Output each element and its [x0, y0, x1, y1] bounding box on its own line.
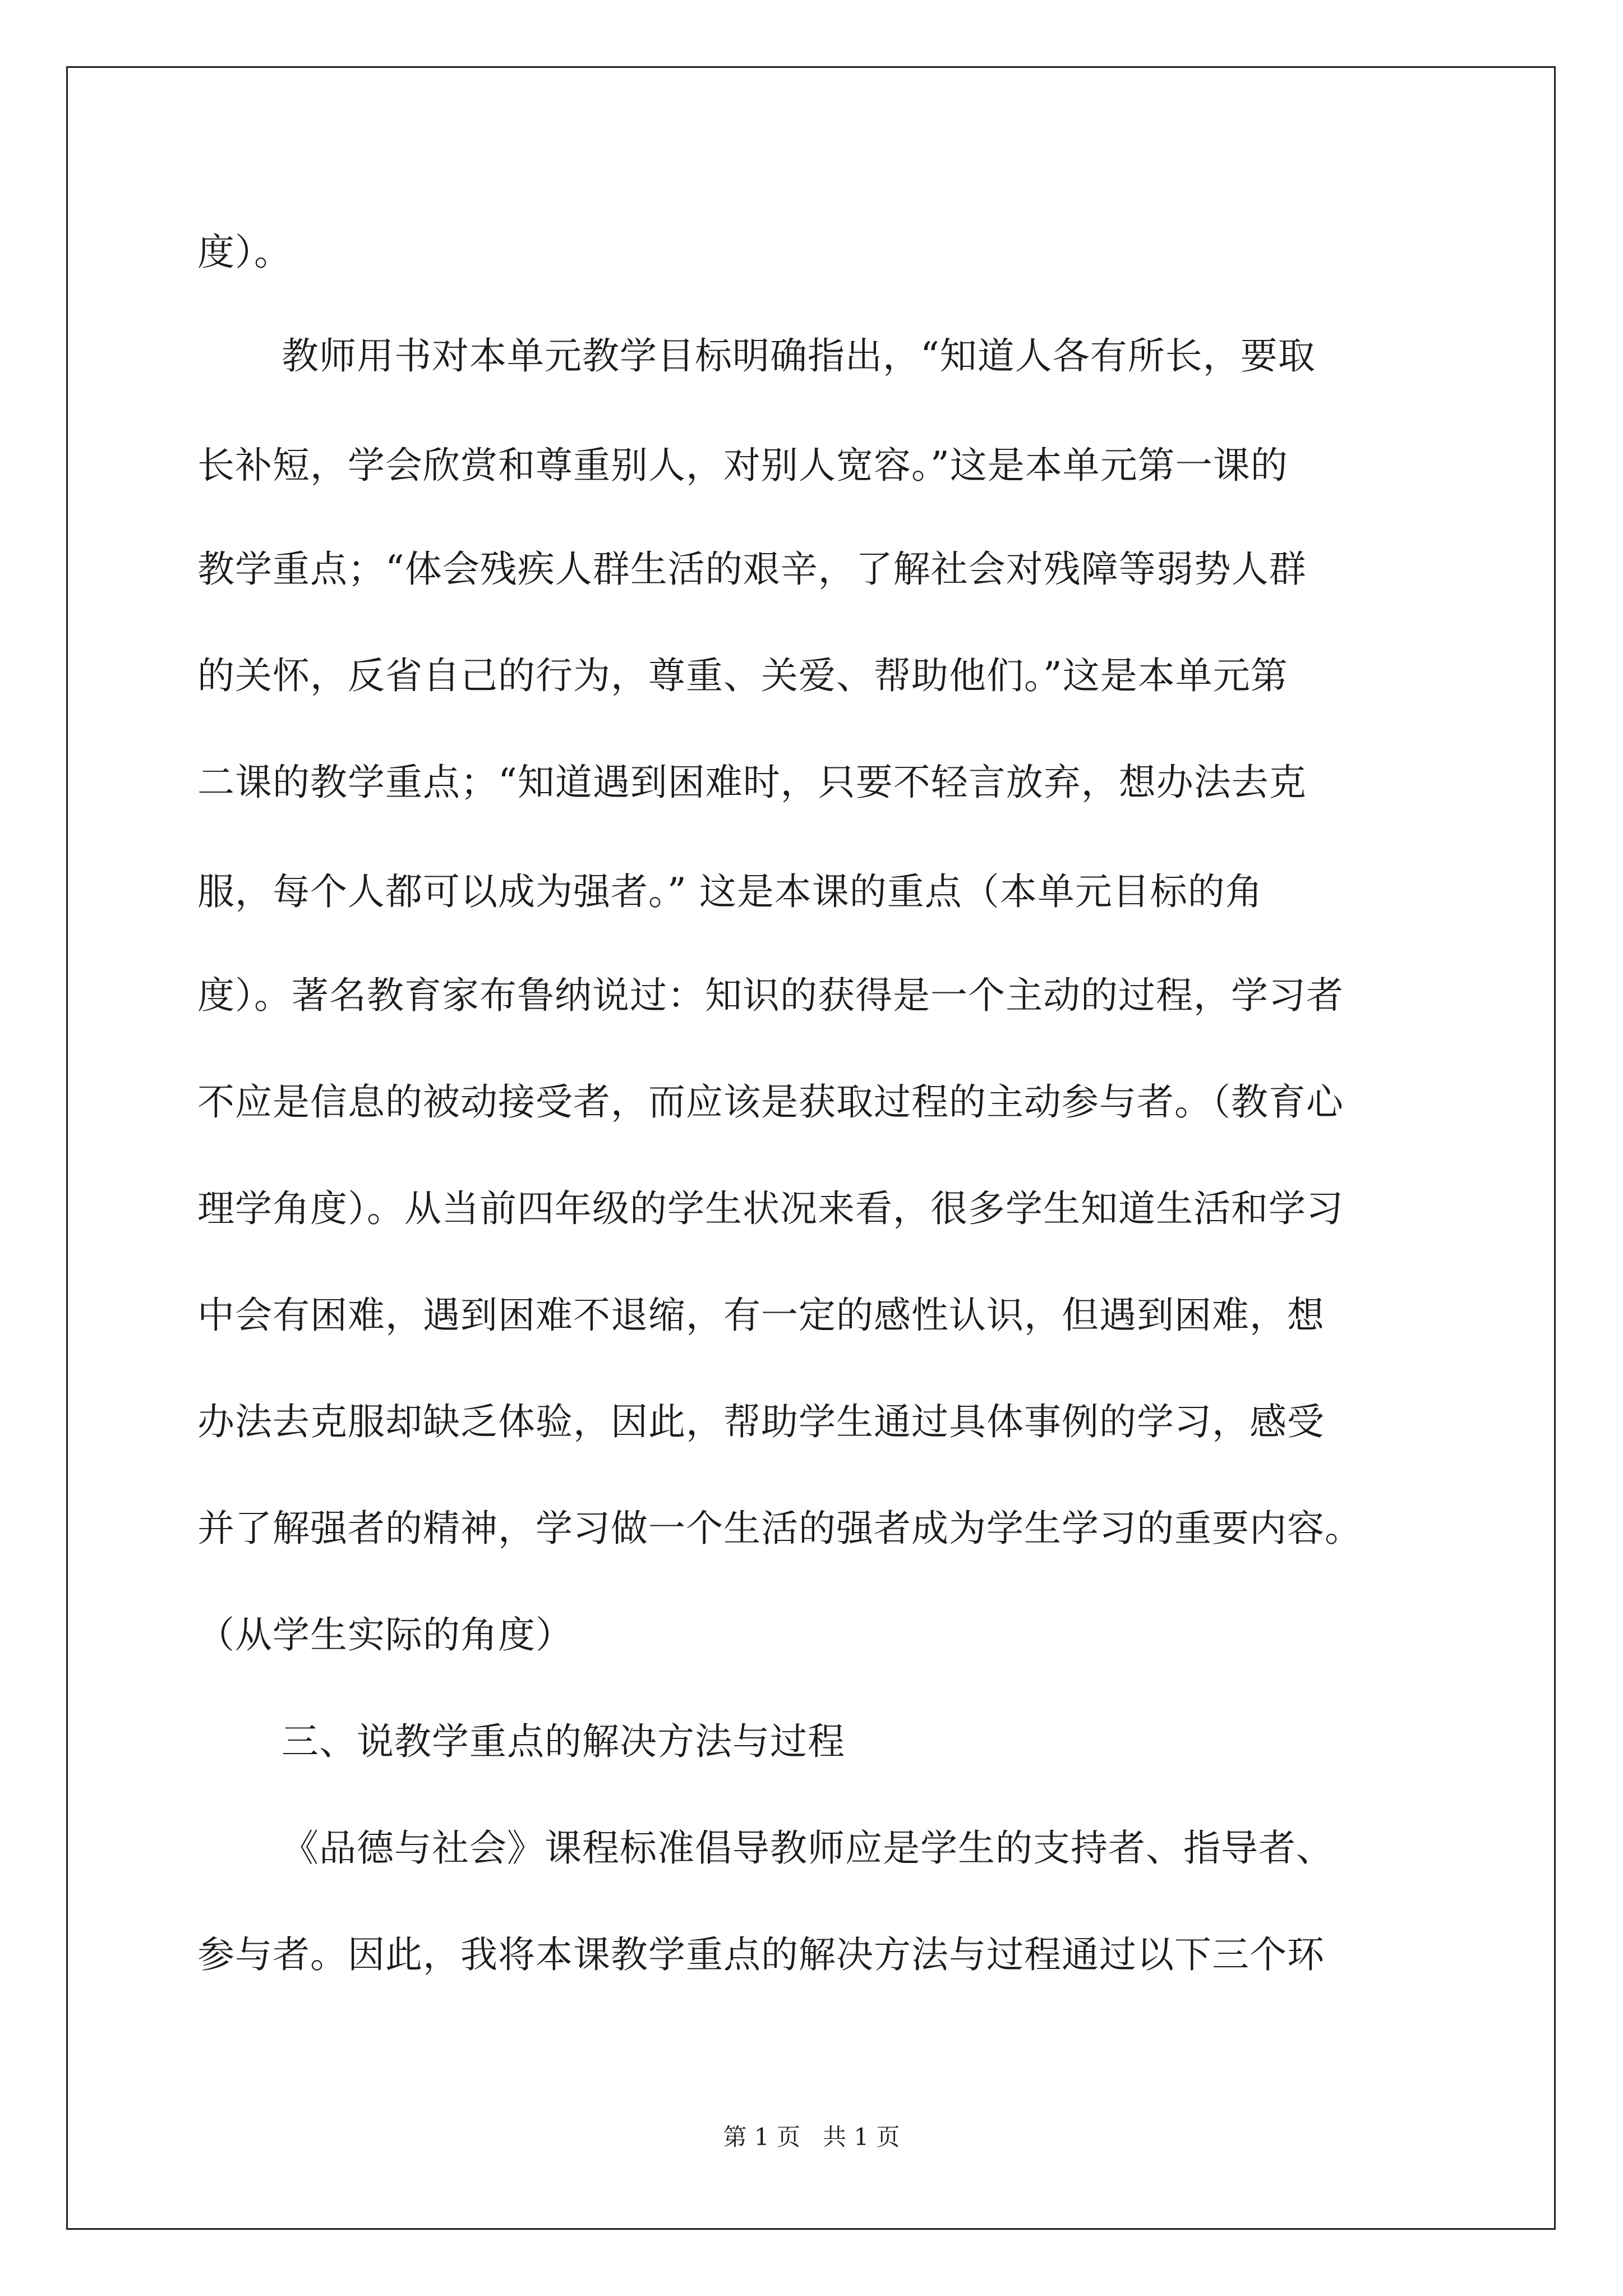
page-border [66, 66, 1556, 2230]
text-line-16: 《品德与社会》课程标准倡导教师应是学生的支持者、指导者、 [282, 1826, 1334, 1870]
text-line-1: 度）。 [197, 231, 292, 274]
text-line-10: 理学角度）。从当前四年级的学生状况来看，很多学生知道生活和学习 [197, 1187, 1344, 1230]
text-line-3: 长补短，学会欣赏和尊重别人，对别人宽容。”这是本单元第一课的 [197, 444, 1288, 487]
text-line-13: 并了解强者的精神，学习做一个生活的强者成为学生学习的重要内容。 [197, 1507, 1362, 1550]
text-line-9: 不应是信息的被动接受者，而应该是获取过程的主动参与者。（教育心 [197, 1080, 1344, 1124]
text-line-6: 二课的教学重点；“知道遇到困难时，只要不轻言放弃，想办法去克 [197, 761, 1307, 804]
text-line-5: 的关怀，反省自己的行为，尊重、关爱、帮助他们。”这是本单元第 [197, 654, 1288, 697]
text-line-8: 度）。著名教育家布鲁纳说过：知识的获得是一个主动的过程，学习者 [197, 974, 1344, 1017]
text-line-2: 教师用书对本单元教学目标明确指出，“知道人各有所长，要取 [282, 334, 1316, 378]
text-line-12: 办法去克服却缺乏体验，因此，帮助学生通过具体事例的学习，感受 [197, 1400, 1325, 1443]
page-number-footer: 第 1 页 共 1 页 [723, 2123, 900, 2151]
section-heading: 三、说教学重点的解决方法与过程 [282, 1720, 845, 1763]
text-line-7: 服，每个人都可以成为强者。” 这是本课的重点（本单元目标的角 [197, 870, 1263, 913]
text-line-11: 中会有困难，遇到困难不退缩，有一定的感性认识，但遇到困难，想 [197, 1294, 1325, 1337]
text-line-14: （从学生实际的角度） [197, 1613, 573, 1657]
text-line-4: 教学重点；“体会残疾人群生活的艰辛，了解社会对残障等弱势人群 [197, 547, 1307, 591]
text-line-17: 参与者。因此，我将本课教学重点的解决方法与过程通过以下三个环 [197, 1933, 1325, 1976]
